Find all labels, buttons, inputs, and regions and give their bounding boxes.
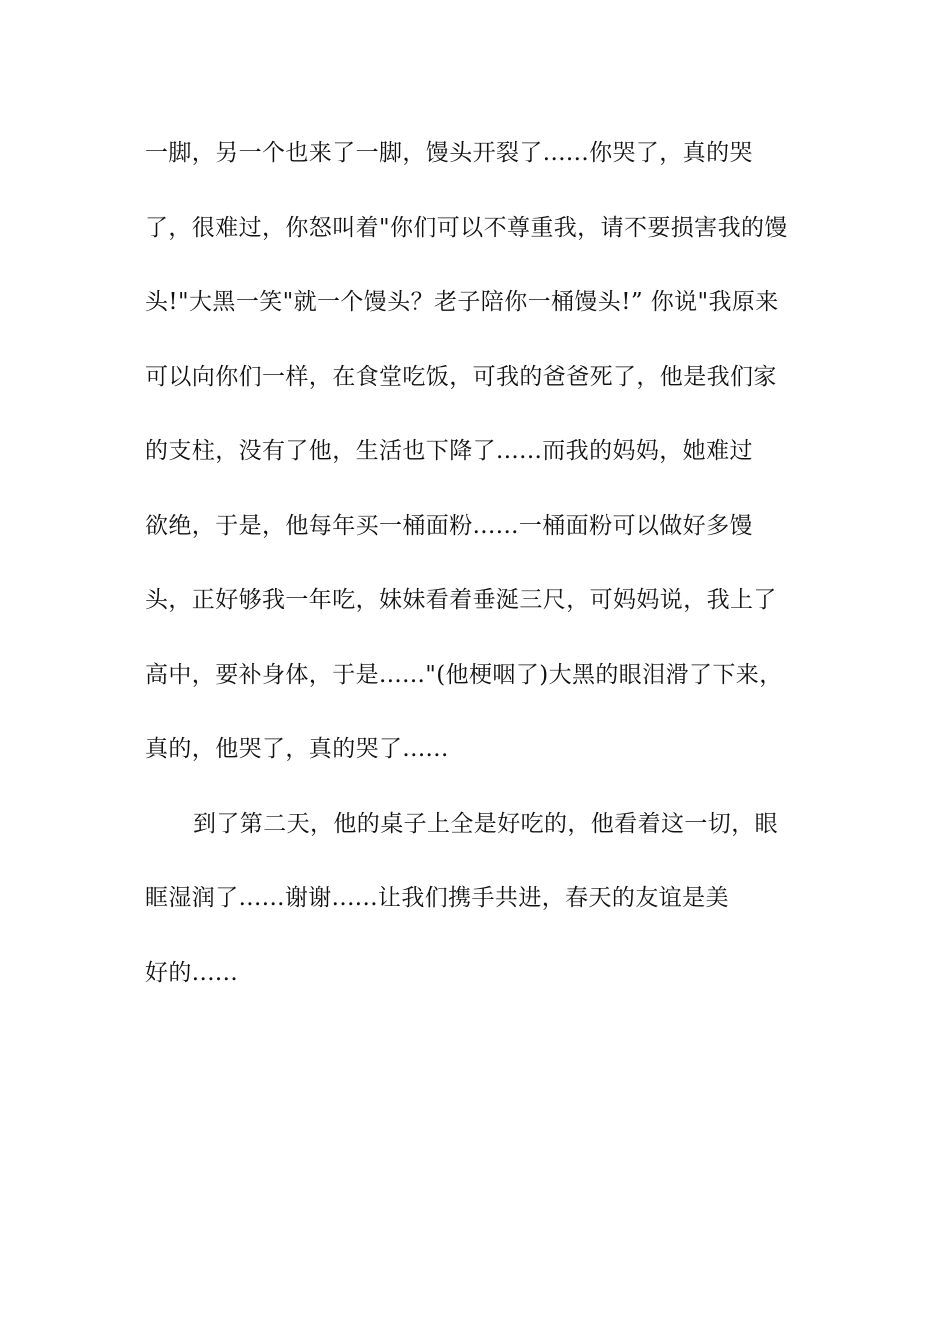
text-line: 头，正好够我一年吃，妹妹看着垂涎三尺，可妈妈说，我上了 — [145, 587, 777, 613]
text-line: 了，很难过，你怒叫着"你们可以不尊重我，请不要损害我的馒 — [145, 214, 788, 241]
text-line: 一脚，另一个也来了一脚，馒头开裂了......你哭了，真的哭 — [145, 140, 753, 166]
text-line: 好的...... — [145, 959, 239, 986]
text-line: 眶湿润了......谢谢......让我们携手共进，春天的友谊是美 — [145, 885, 729, 911]
text-line: 欲绝，于是，他每年买一桶面粉......一桶面粉可以做好多馒 — [145, 512, 753, 539]
text-line: 高中，要补身体，于是......"(他梗咽了)大黑的眼泪滑了下来， — [145, 661, 783, 688]
paragraph-start-line: 到了第二天，他的桌子上全是好吃的，他看着这一切，眼 — [193, 810, 778, 837]
text-line: 可以向你们一样，在食堂吃饭，可我的爸爸死了，他是我们家 — [145, 363, 777, 390]
body-text — [145, 128, 835, 1022]
text-line: 真的，他哭了，真的哭了...... — [145, 736, 449, 762]
text-line: 的支柱，没有了他，生活也下降了......而我的妈妈，她难过 — [145, 438, 753, 464]
text-line: 头!"大黑一笑"就一个馒头？老子陪你一桶馒头!” 你说"我原来 — [145, 289, 779, 315]
